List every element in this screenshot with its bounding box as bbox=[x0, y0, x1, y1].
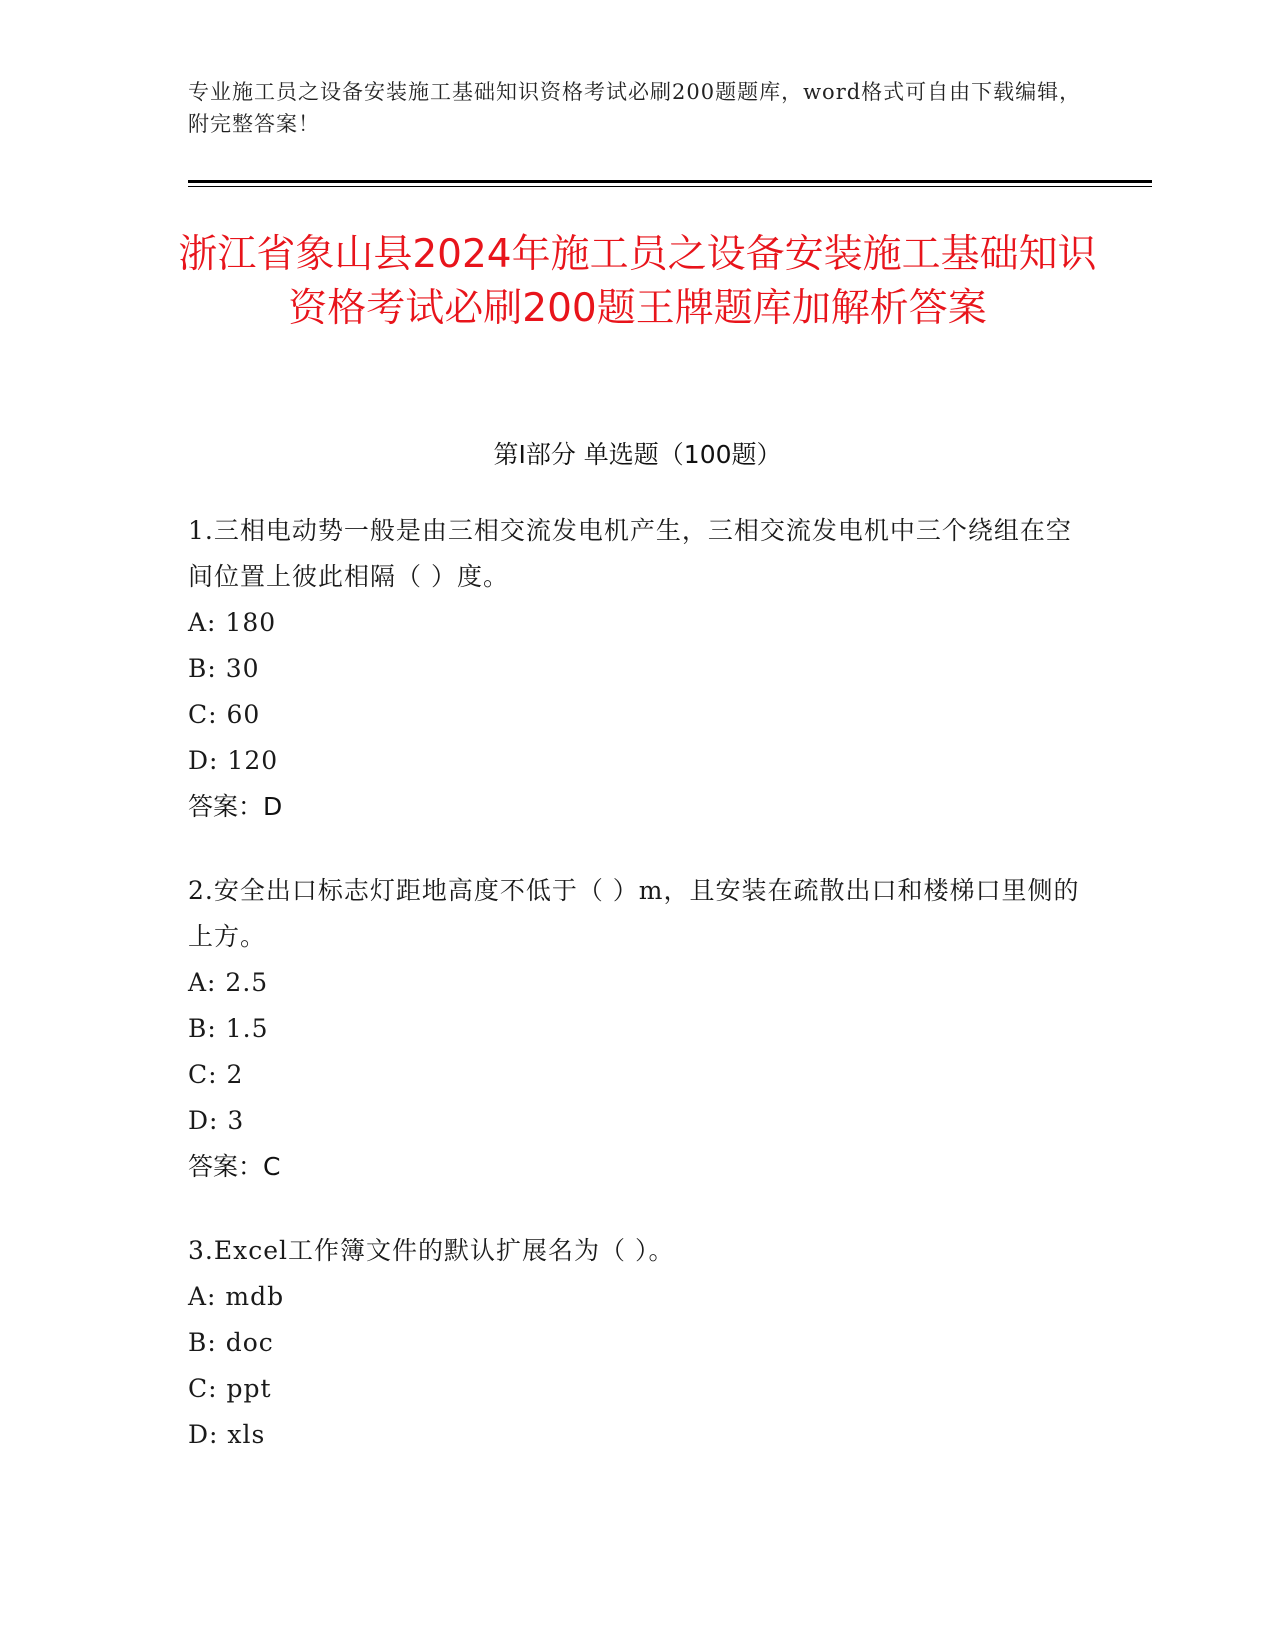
question-stem: 1.三相电动势一般是由三相交流发电机产生，三相交流发电机中三个绕组在空间位置上彼此相隔（ ）度。 bbox=[188, 516, 1072, 591]
option-c: C: 2 bbox=[188, 1060, 244, 1089]
option-d: D: 120 bbox=[188, 746, 279, 775]
answer-label: 答案：D bbox=[188, 792, 283, 821]
option-c: C: ppt bbox=[188, 1374, 272, 1403]
option-a: A: mdb bbox=[188, 1282, 285, 1311]
header-note: 专业施工员之设备安装施工基础知识资格考试必刷200题题库，word格式可自由下载编辑，附完整答案！ bbox=[188, 80, 1082, 136]
option-b: B: 1.5 bbox=[188, 1014, 269, 1043]
header-rule-thin bbox=[188, 186, 1152, 187]
question-3 bbox=[188, 1228, 1088, 1458]
option-a: A: 180 bbox=[188, 608, 277, 637]
option-d: D: 3 bbox=[188, 1106, 245, 1135]
question-1 bbox=[188, 508, 1088, 830]
header-rule-thick bbox=[188, 180, 1152, 183]
question-stem: 2.安全出口标志灯距地高度不低于（ ）m，且安装在疏散出口和楼梯口里侧的上方。 bbox=[188, 876, 1080, 951]
option-a: A: 2.5 bbox=[188, 968, 269, 997]
option-d: D: xls bbox=[188, 1420, 266, 1449]
section-title: 第Ⅰ部分 单选题（100题） bbox=[493, 440, 782, 469]
question-2 bbox=[188, 868, 1088, 1190]
option-c: C: 60 bbox=[188, 700, 261, 729]
document-title: 浙江省象山县2024年施工员之设备安装施工基础知识资格考试必刷200题王牌题库加解析答案 bbox=[178, 232, 1097, 331]
answer-label: 答案：C bbox=[188, 1152, 281, 1181]
option-b: B: 30 bbox=[188, 654, 260, 683]
option-b: B: doc bbox=[188, 1328, 274, 1357]
question-stem: 3.Excel工作簿文件的默认扩展名为（ ）。 bbox=[188, 1236, 675, 1265]
